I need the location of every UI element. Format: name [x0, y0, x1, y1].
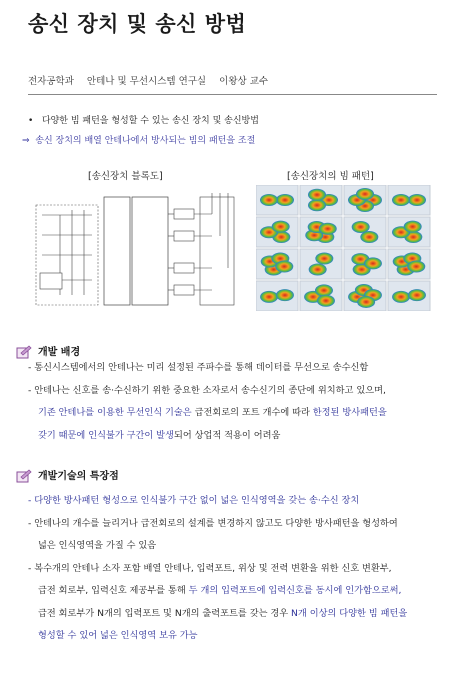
- beam-lobe: [356, 188, 374, 200]
- beam-lobe: [364, 257, 382, 269]
- beam-lobe: [404, 221, 422, 233]
- beam-lobe: [392, 291, 410, 303]
- features-heading: 개발기술의 특장점: [38, 471, 119, 482]
- beam-lobe: [308, 189, 326, 201]
- beam-lobe: [260, 194, 278, 206]
- intro-bullet: [28, 113, 259, 126]
- beam-lobe: [360, 231, 378, 243]
- intro-line-2: 송신 장치의 배열 안테나에서 방사되는 빔의 패턴을 조절: [35, 136, 256, 146]
- background-line-2: - 안테나는 신호를 송·수신하기 위한 중요한 소자로서 송수신기의 종단에 위치하고 있으며,: [28, 384, 386, 396]
- bullet-glyph: •: [28, 116, 34, 126]
- author-name: 이왕상 교수: [219, 76, 269, 87]
- beam-lobe: [272, 221, 290, 233]
- arrow-icon: ⇒: [22, 136, 30, 146]
- background-line-3: 기존 안테나를 이용한 무선인식 기술은 급전회로의 포트 개수에 따라 한정된 방사패턴을: [38, 407, 387, 418]
- beam-pattern-caption: [송신장치의 빔 패턴]: [287, 171, 374, 182]
- intro-line-1: 다양한 빔 패턴을 형성할 수 있는 송신 장치 및 송신방법: [41, 116, 259, 126]
- beam-lobe: [315, 253, 333, 265]
- features-line-3: 넓은 인식영역을 가질 수 있음: [38, 540, 157, 551]
- block-diagram-figure: [32, 185, 242, 313]
- features-line-4: - 복수개의 안테나 소자 포함 배열 안테나, 입력포트, 위상 및 전력 변환을 위한 신호 변환부,: [28, 562, 392, 574]
- header-divider: [28, 94, 437, 95]
- background-line-4: 갖기 때문에 인식불가 구간이 발생되어 상업적 적용이 어려움: [38, 429, 281, 441]
- beam-lobe: [408, 289, 426, 301]
- author-lab: 안테나 및 무선시스템 연구실: [86, 76, 207, 87]
- beam-lobe: [276, 289, 294, 301]
- background-heading: 개발 배경: [38, 347, 81, 358]
- beam-lobe: [352, 221, 370, 233]
- beam-lobe: [392, 194, 410, 206]
- intro-arrow-line: [22, 133, 255, 146]
- beam-lobe: [315, 284, 333, 296]
- beam-lobe: [317, 295, 335, 307]
- block-diagram-caption: [송신장치 블록도]: [88, 171, 163, 182]
- features-heading-row: [16, 467, 119, 483]
- background-line-1: - 통신시스템에서의 안테나는 미리 설정된 주파수를 통해 데이터를 무선으로 송수신함: [28, 362, 369, 373]
- features-line-7: 형성할 수 있어 넓은 인식영역 보유 가능: [38, 630, 198, 641]
- beam-lobe: [407, 260, 425, 272]
- features-line-2: - 안테나의 개수를 늘리거나 급전회로의 설계를 변경하지 않고도 다양한 방사패턴을 형성하여: [28, 517, 398, 529]
- features-line-1: - 다양한 방사패턴 형성으로 인식불가 구간 없이 넓은 인식영역을 갖는 송·수신 장치: [28, 495, 360, 506]
- beam-lobe: [260, 291, 278, 303]
- beam-lobe: [319, 223, 337, 235]
- background-body: [28, 357, 448, 447]
- features-line-6: 급전 회로부가 N개의 입력포트 및 N개의 출력포트를 갖는 경우 N개 이상의 다양한 빔 패턴을: [38, 607, 408, 619]
- features-line-5: 급전 회로부, 입력신호 제공부를 통해 두 개의 입력포트에 입력신호를 동시에 인가함으로써,: [38, 585, 402, 596]
- beam-lobe: [276, 194, 294, 206]
- page-title: 송신 장치 및 송신 방법: [28, 12, 247, 36]
- features-body: [28, 490, 448, 648]
- beam-lobe: [309, 263, 327, 275]
- edit-note-icon: [16, 469, 32, 483]
- beam-lobe: [275, 260, 293, 272]
- author-line: [28, 73, 278, 87]
- beam-lobe: [357, 296, 375, 308]
- beam-pattern-figure: [256, 185, 432, 311]
- beam-lobe: [408, 194, 426, 206]
- beam-pattern-tiles: [256, 185, 432, 311]
- beam-lobe: [308, 199, 326, 211]
- author-dept: 전자공학과: [28, 76, 74, 87]
